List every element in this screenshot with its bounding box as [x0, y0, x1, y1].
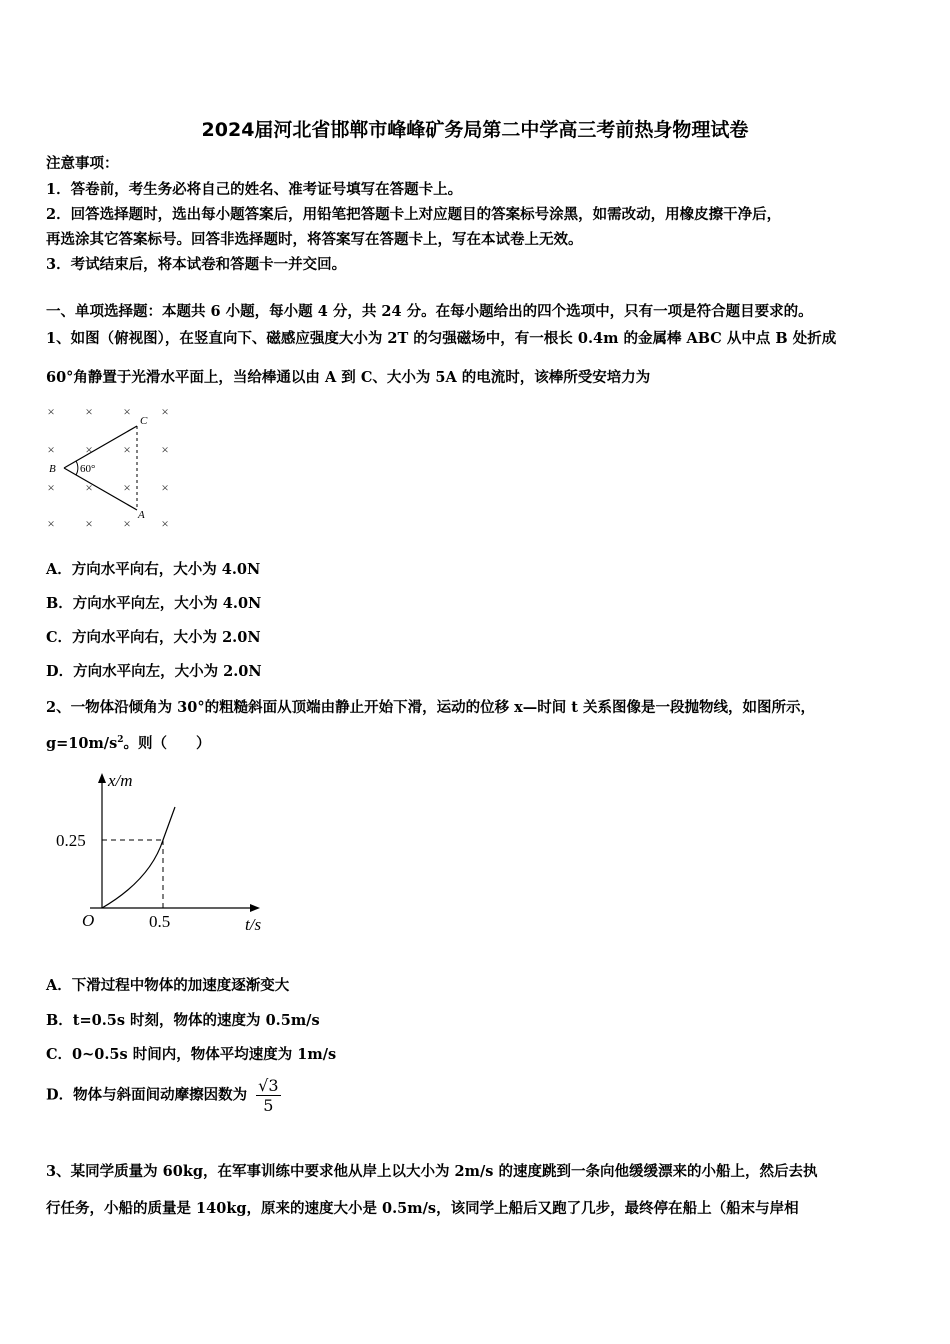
notice-item: 1．答卷前，考生务必将自己的姓名、准考证号填写在答题卡上。 [46, 181, 463, 198]
field-cross: × [47, 442, 55, 457]
point-label-c: C [140, 415, 148, 427]
fraction-numerator: √3 [258, 1076, 279, 1095]
field-cross: × [85, 480, 93, 495]
option-a: A．下滑过程中物体的加速度逐渐变大 [46, 977, 290, 994]
option-b: B．方向水平向左，大小为 4.0N [46, 595, 262, 612]
field-cross: × [161, 516, 169, 531]
x-tick-label: 0.5 [149, 912, 171, 931]
option-b: B．t=0.5s 时刻，物体的速度为 0.5m/s [46, 1012, 320, 1029]
angle-arc [76, 461, 78, 475]
origin-label: O [82, 911, 95, 930]
question-1-line-2: 60°角静置于光滑水平面上，当给棒通以由 A 到 C、大小为 5A 的电流时，该棒所受安培力为 [46, 369, 651, 386]
fraction-denominator: 5 [263, 1096, 274, 1115]
notice-item: 再选涂其它答案标号。回答非选择题时，将答案写在答题卡上，写在本试卷上无效。 [46, 231, 583, 248]
question-3-line-2: 行任务，小船的质量是 140kg，原来的速度大小是 0.5m/s，该同学上船后又跑了几步，最终停在船上（船末与岸相 [46, 1200, 799, 1217]
field-cross: × [123, 516, 131, 531]
field-cross: × [123, 442, 131, 457]
notice-item: 3．考试结束后，将本试卷和答题卡一并交回。 [46, 256, 347, 273]
question-2-line-1: 2、一物体沿倾角为 30°的粗糙斜面从顶端由静止开始下滑，运动的位移 x—时间 t 关系图像是一段抛物线，如图所示， [46, 699, 816, 716]
field-cross: × [85, 442, 93, 457]
question-2-stem-end: 。则（ ） [123, 735, 211, 752]
option-c: C．方向水平向右，大小为 2.0N [46, 629, 261, 646]
question-1-figure [40, 398, 190, 534]
parabola-curve [102, 807, 175, 908]
field-cross: × [123, 480, 131, 495]
question-1-line-1: 1、如图（俯视图），在竖直向下、磁感应强度大小为 2T 的匀强磁场中，有一根长 0.4m 的金属棒 ABC 从中点 B 处折成 [46, 330, 837, 347]
point-label-b: B [49, 463, 56, 475]
section-heading: 一、单项选择题：本题共 6 小题，每小题 4 分，共 24 分。在每小题给出的四个选项中，只有一项是符合题目要求的。 [46, 303, 813, 320]
gravity-value: g=10m/s [46, 735, 118, 752]
angle-label: 60° [80, 463, 96, 475]
field-cross: × [161, 404, 169, 419]
notice-item: 2．回答选择题时，选出每小题答案后，用铅笔把答题卡上对应题目的答案标号涂黑，如需改动，用橡皮擦干净后， [46, 206, 782, 223]
option-d-text: D．物体与斜面间动摩擦因数为 [46, 1086, 248, 1104]
option-a: A．方向水平向右，大小为 4.0N [46, 561, 261, 578]
exponent: 2 [117, 735, 124, 746]
option-c: C．0~0.5s 时间内，物体平均速度为 1m/s [46, 1046, 337, 1063]
field-cross: × [47, 480, 55, 495]
y-axis-label: x/m [108, 771, 133, 790]
question-2-line-2 [46, 732, 211, 753]
x-axis-arrow [250, 904, 260, 912]
y-axis-arrow [98, 773, 106, 783]
page-title: 2024届河北省邯郸市峰峰矿务局第二中学高三考前热身物理试卷 [201, 119, 749, 141]
field-cross: × [161, 480, 169, 495]
y-tick-label: 0.25 [56, 831, 86, 850]
option-d: D．方向水平向左，大小为 2.0N [46, 663, 262, 680]
field-cross: × [85, 516, 93, 531]
question-2-graph [50, 770, 280, 935]
field-cross: × [161, 442, 169, 457]
field-cross: × [123, 404, 131, 419]
field-cross: × [47, 404, 55, 419]
field-cross: × [47, 516, 55, 531]
fraction [256, 1076, 280, 1115]
field-cross: × [85, 404, 93, 419]
question-3-line-1: 3、某同学质量为 60kg，在军事训练中要求他从岸上以大小为 2m/s 的速度跳到一条向他缓缓漂来的小船上，然后去执 [46, 1163, 818, 1180]
option-d [46, 1076, 281, 1115]
x-axis-label: t/s [245, 915, 262, 934]
point-label-a: A [138, 509, 145, 521]
notice-heading: 注意事项： [46, 155, 119, 172]
